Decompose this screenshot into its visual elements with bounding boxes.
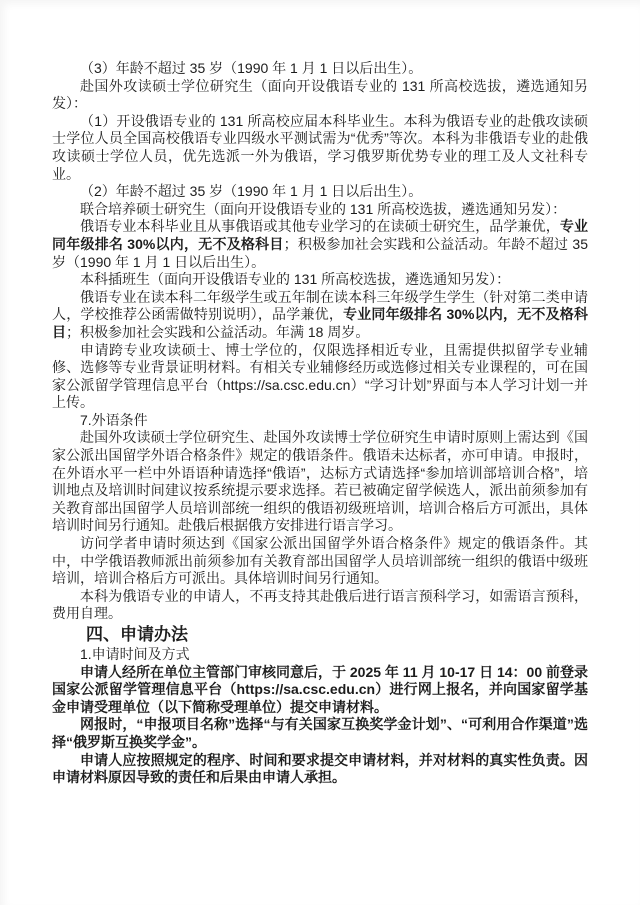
paragraph-cross-major <box>52 342 588 412</box>
paragraph-visiting-scholar <box>52 535 588 588</box>
paragraph-language-requirement-detail <box>52 429 588 535</box>
text-run: 申请跨专业攻读硕士、博士学位的，仅限选择相近专业，且需提供拟留学专业辅修、选修等专业背景证明材料。有相关专业辅修经历或选修过相关专业课程的，可在国家公派留学管理信息平台（https://sa.csc.edu.cn）“学习计划”界面与本人学习计划一并上传。 <box>52 341 588 411</box>
paragraph-no-prep-course <box>52 588 588 623</box>
text-run: 赴国外攻读硕士学位研究生、赴国外攻读博士学位研究生申请时原则上需达到《国家公派出国留学外语合格条件》规定的俄语条件。俄语未达标者，亦可申请。申报时，在外语水平一栏中外语语种请选择“俄语”，达标方式请选择“参加培训部培训合格”，培训地点及培训时间建议按系统提示要求选择。若已被确定留学候选人，派出前须参加有关教育部出国留学人员培训部统一组织的俄语初级班培训，培训合格后方可派出，具体培训时间另行通知。赴俄后根据俄方安排进行语言学习。 <box>52 429 588 534</box>
paragraph-master-abroad-item2 <box>52 183 588 201</box>
text-run: 俄语专业本科毕业且从事俄语或其他专业学习的在读硕士研究生，品学兼优， <box>80 218 560 235</box>
text-run: （3）年龄不超过 35 岁（1990 年 1 月 1 日以后出生）。 <box>80 60 423 76</box>
paragraph-language-requirement-heading <box>52 412 588 430</box>
paragraph-application-time-detail <box>52 664 588 717</box>
text-run: （2）年龄不超过 35 岁（1990 年 1 月 1 日以后出生）。 <box>80 183 423 200</box>
paragraph-application-time-heading <box>52 646 588 664</box>
paragraph-age-limit-3 <box>52 60 588 78</box>
text-run: 1.申请时间及方式 <box>80 646 190 662</box>
text-run: 联合培养硕士研究生（面向开设俄语专业的 131 所高校选拔，遴选通知另发）： <box>80 200 567 217</box>
paragraph-undergrad-transfer-intro <box>52 271 588 289</box>
text-run: 专业同年级排名 30%以内，无不及格科目 <box>52 218 589 252</box>
section-heading-application-method <box>52 623 588 646</box>
text-run: 赴国外攻读硕士学位研究生（面向开设俄语专业的 131 所高校选拔，遴选通知另发）： <box>52 77 588 112</box>
text-run: 申请人经所在单位主管部门审核同意后，于 2025 年 11 月 10-17 日 14：00 前登录国家公派留学管理信息平台（https://sa.csc.edu.cn）进行网上报名，并向国家留学基金申请受理单位（以下简称受理单位）提交申请材料。 <box>52 663 589 715</box>
text-run: （1）开设俄语专业的 131 所高校应届本科毕业生。本科为俄语专业的赴俄攻读硕士学位人员全国高校俄语专业四级水平测试需为“优秀”等次。本科为非俄语专业的赴俄攻读硕士学位人员，优先选派一外为俄语，学习俄罗斯优势专业的理工及人文社科专业。 <box>52 112 588 182</box>
paragraph-applicant-responsibility <box>52 752 588 787</box>
text-run: 俄语专业在读本科二年级学生或五年制在读本科三年级学生学生（针对第二类申请人，学校推荐公函需做特别说明），品学兼优， <box>52 288 588 323</box>
text-run: 四、申请办法 <box>86 625 188 644</box>
text-run: 本科为俄语专业的申请人，不再支持其赴俄后进行语言预科学习，如需语言预科，费用自理。 <box>52 587 588 622</box>
text-run: 访问学者申请时须达到《国家公派出国留学外语合格条件》规定的俄语条件。其中，中学俄语教师派出前须参加有关教育部出国留学人员培训部统一组织的俄语中级班培训，培训合格后方可派出。具体培训时间另行通知。 <box>52 535 588 587</box>
text-run: 网报时，“申报项目名称”选择“与有关国家互换奖学金计划”、“可利用合作渠道”选择“俄罗斯互换奖学金”。 <box>52 716 588 750</box>
paragraph-master-abroad-intro <box>52 78 588 113</box>
paragraph-undergrad-transfer-requirements <box>52 289 588 342</box>
document-body <box>52 60 588 787</box>
text-run: ；积极参加社会实践和公益活动。年满 18 周岁。 <box>66 323 370 340</box>
text-run: 申请人应按照规定的程序、时间和要求提交申请材料，并对材料的真实性负责。因申请材料原因导致的责任和后果由申请人承担。 <box>52 751 588 786</box>
paragraph-joint-master-requirements <box>52 218 588 271</box>
text-run: 专业同年级排名 30%以内，无不及格科目 <box>52 306 589 340</box>
text-run: 7.外语条件 <box>80 411 148 428</box>
text-run: 本科插班生（面向开设俄语专业的 131 所高校选拔，遴选通知另发）： <box>80 271 511 288</box>
paragraph-joint-master-intro <box>52 201 588 219</box>
paragraph-online-application-options <box>52 716 588 751</box>
text-run: ；积极参加社会实践和公益活动。年龄不超过 35 岁（1990 年 1 月 1 日以后出生）。 <box>52 235 588 270</box>
paragraph-master-abroad-item1 <box>52 113 588 183</box>
